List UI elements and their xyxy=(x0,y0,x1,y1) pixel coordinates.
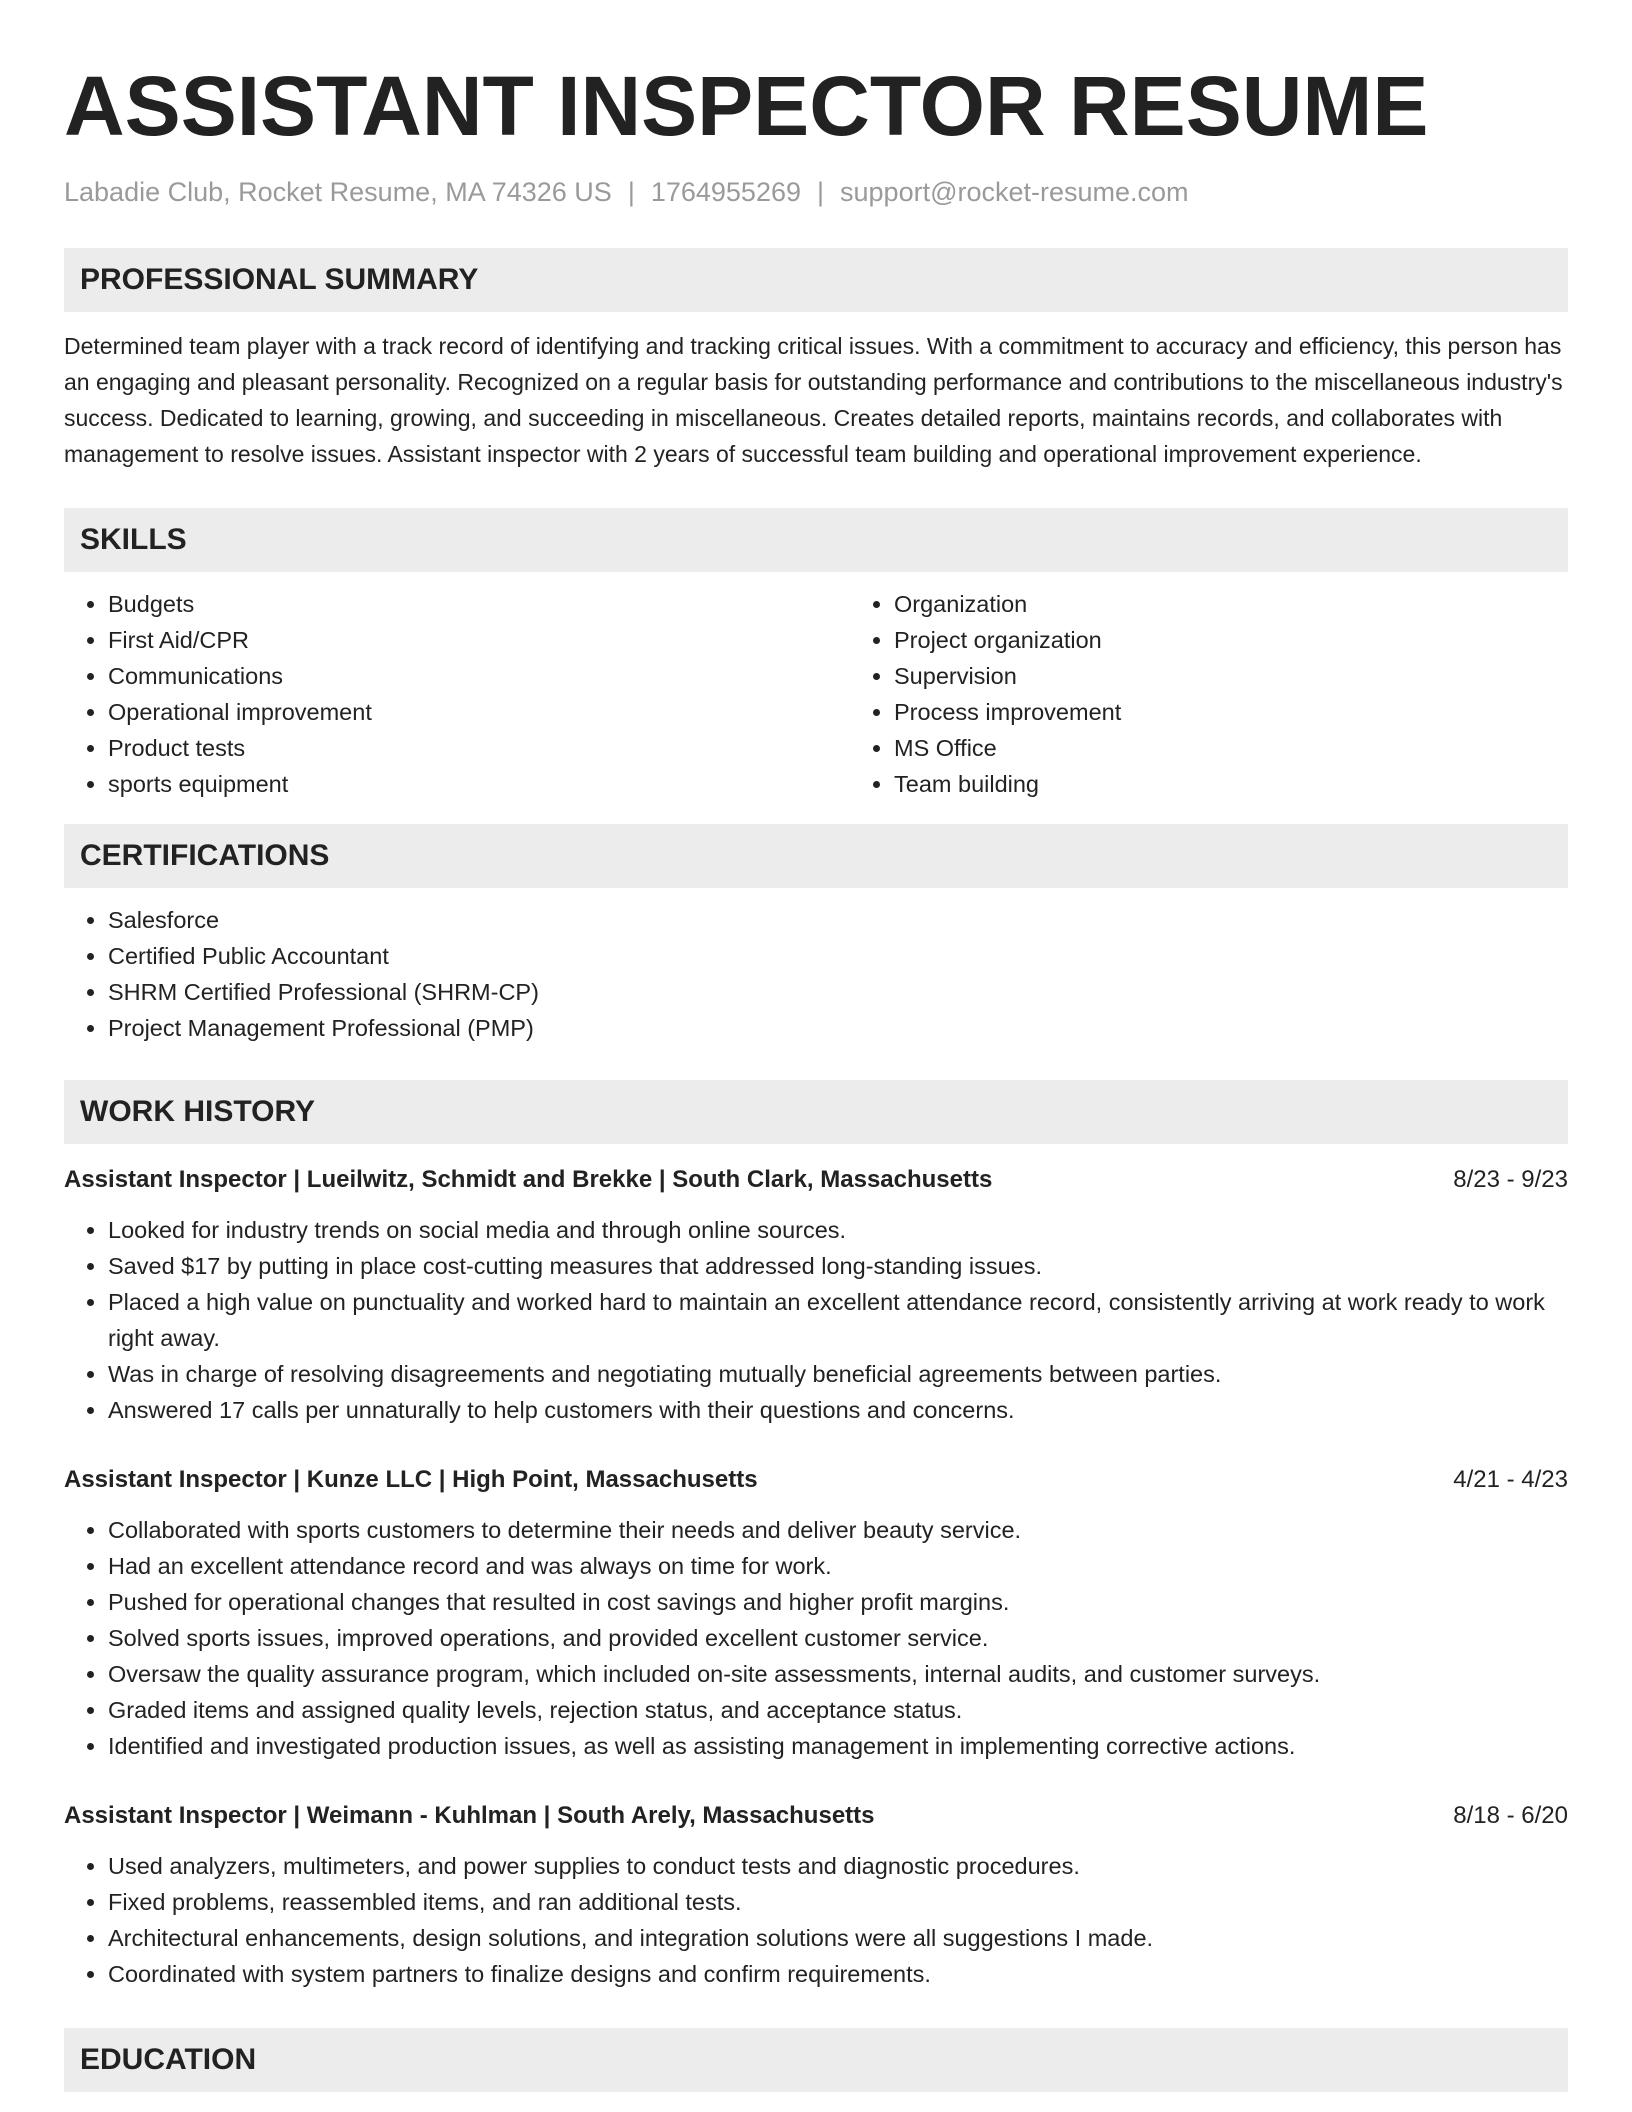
job-entry xyxy=(64,1798,1568,1992)
job-header xyxy=(64,1798,1568,1834)
contact-phone: 1764955269 xyxy=(650,177,801,207)
job-entry xyxy=(64,1462,1568,1764)
job-bullet: • Had an excellent attendance record and was always on time for work. xyxy=(108,1548,1568,1584)
job-dates: 8/23 - 9/23 xyxy=(1453,1166,1568,1193)
job-bullet: • Used analyzers, multimeters, and power supplies to conduct tests and diagnostic procedures. xyxy=(108,1848,1568,1884)
skills-grid xyxy=(64,572,1568,802)
certification-item: • Certified Public Accountant xyxy=(108,938,1568,974)
job-dates: 8/18 - 6/20 xyxy=(1453,1802,1568,1829)
summary-heading: PROFESSIONAL SUMMARY xyxy=(64,248,1568,312)
skill-item: • Project organization xyxy=(894,622,1494,658)
job-bullet: • Placed a high value on punctuality and worked hard to maintain an excellent attendance record, consistently arriving at work ready to work right away. xyxy=(108,1284,1568,1356)
skill-item: • Process improvement xyxy=(894,694,1494,730)
certifications-heading: CERTIFICATIONS xyxy=(64,824,1568,888)
skill-item: • Product tests xyxy=(108,730,850,766)
skills-list-right xyxy=(850,586,1494,802)
skill-item: • Operational improvement xyxy=(108,694,850,730)
job-bullets xyxy=(64,1212,1568,1428)
job-bullet: • Oversaw the quality assurance program, which included on-site assessments, internal audits, and customer surveys. xyxy=(108,1656,1568,1692)
skill-item: • First Aid/CPR xyxy=(108,622,850,658)
job-dates: 4/21 - 4/23 xyxy=(1453,1466,1568,1493)
certification-item: • Salesforce xyxy=(108,902,1568,938)
job-bullet: • Looked for industry trends on social media and through online sources. xyxy=(108,1212,1568,1248)
skill-item: • Team building xyxy=(894,766,1494,802)
job-title: Assistant Inspector | Weimann - Kuhlman | South Arely, Massachusetts xyxy=(64,1802,875,1829)
job-bullets xyxy=(64,1512,1568,1764)
contact-line xyxy=(64,174,1568,210)
job-bullets xyxy=(64,1848,1568,1992)
skills-heading: SKILLS xyxy=(64,508,1568,572)
job-header xyxy=(64,1462,1568,1498)
certifications-list xyxy=(64,902,1568,1046)
certification-item: • SHRM Certified Professional (SHRM-CP) xyxy=(108,974,1568,1010)
education-heading: EDUCATION xyxy=(64,2028,1568,2092)
job-title: Assistant Inspector | Kunze LLC | High Point, Massachusetts xyxy=(64,1466,758,1493)
summary-text: Determined team player with a track record of identifying and tracking critical issues. With a commitment to accuracy and efficiency, this person has an engaging and pleasant personality. Recognized on a regular basis for outstanding performance and contributions to the miscellaneous industry's success. Dedicated to learning, growing, and succeeding in miscellaneous. Creates detailed reports, maintains records, and collaborates with management to resolve issues. Assistant inspector with 2 years of successful team building and operational improvement experience. xyxy=(64,333,1563,467)
skills-list-left xyxy=(64,586,850,802)
job-header xyxy=(64,1162,1568,1198)
contact-address: Labadie Club, Rocket Resume, MA 74326 US xyxy=(64,177,612,207)
job-bullet: • Answered 17 calls per unnaturally to help customers with their questions and concerns. xyxy=(108,1392,1568,1428)
contact-separator: | xyxy=(817,177,825,207)
contact-separator: | xyxy=(627,177,635,207)
job-bullet: • Identified and investigated production issues, as well as assisting management in implementing corrective actions. xyxy=(108,1728,1568,1764)
job-bullet: • Was in charge of resolving disagreements and negotiating mutually beneficial agreements between parties. xyxy=(108,1356,1568,1392)
skill-item: • Budgets xyxy=(108,586,850,622)
job-entry xyxy=(64,1162,1568,1428)
contact-email: support@rocket-resume.com xyxy=(840,177,1189,207)
skill-item: • MS Office xyxy=(894,730,1494,766)
skill-item: • Organization xyxy=(894,586,1494,622)
skill-item: • sports equipment xyxy=(108,766,850,802)
certification-item: • Project Management Professional (PMP) xyxy=(108,1010,1568,1046)
job-title: Assistant Inspector | Lueilwitz, Schmidt and Brekke | South Clark, Massachusetts xyxy=(64,1166,993,1193)
skill-item: • Supervision xyxy=(894,658,1494,694)
skill-item: • Communications xyxy=(108,658,850,694)
job-bullet: • Architectural enhancements, design solutions, and integration solutions were all suggestions I made. xyxy=(108,1920,1568,1956)
job-bullet: • Solved sports issues, improved operations, and provided excellent customer service. xyxy=(108,1620,1568,1656)
job-bullet: • Coordinated with system partners to finalize designs and confirm requirements. xyxy=(108,1956,1568,1992)
job-bullet: • Fixed problems, reassembled items, and ran additional tests. xyxy=(108,1884,1568,1920)
job-bullet: • Saved $17 by putting in place cost-cutting measures that addressed long-standing issues. xyxy=(108,1248,1568,1284)
job-bullet: • Collaborated with sports customers to determine their needs and deliver beauty service. xyxy=(108,1512,1568,1548)
work-history-heading: WORK HISTORY xyxy=(64,1080,1568,1144)
job-bullet: • Graded items and assigned quality levels, rejection status, and acceptance status. xyxy=(108,1692,1568,1728)
resume-title: ASSISTANT INSPECTOR RESUME xyxy=(64,59,1429,153)
job-bullet: • Pushed for operational changes that resulted in cost savings and higher profit margins. xyxy=(108,1584,1568,1620)
